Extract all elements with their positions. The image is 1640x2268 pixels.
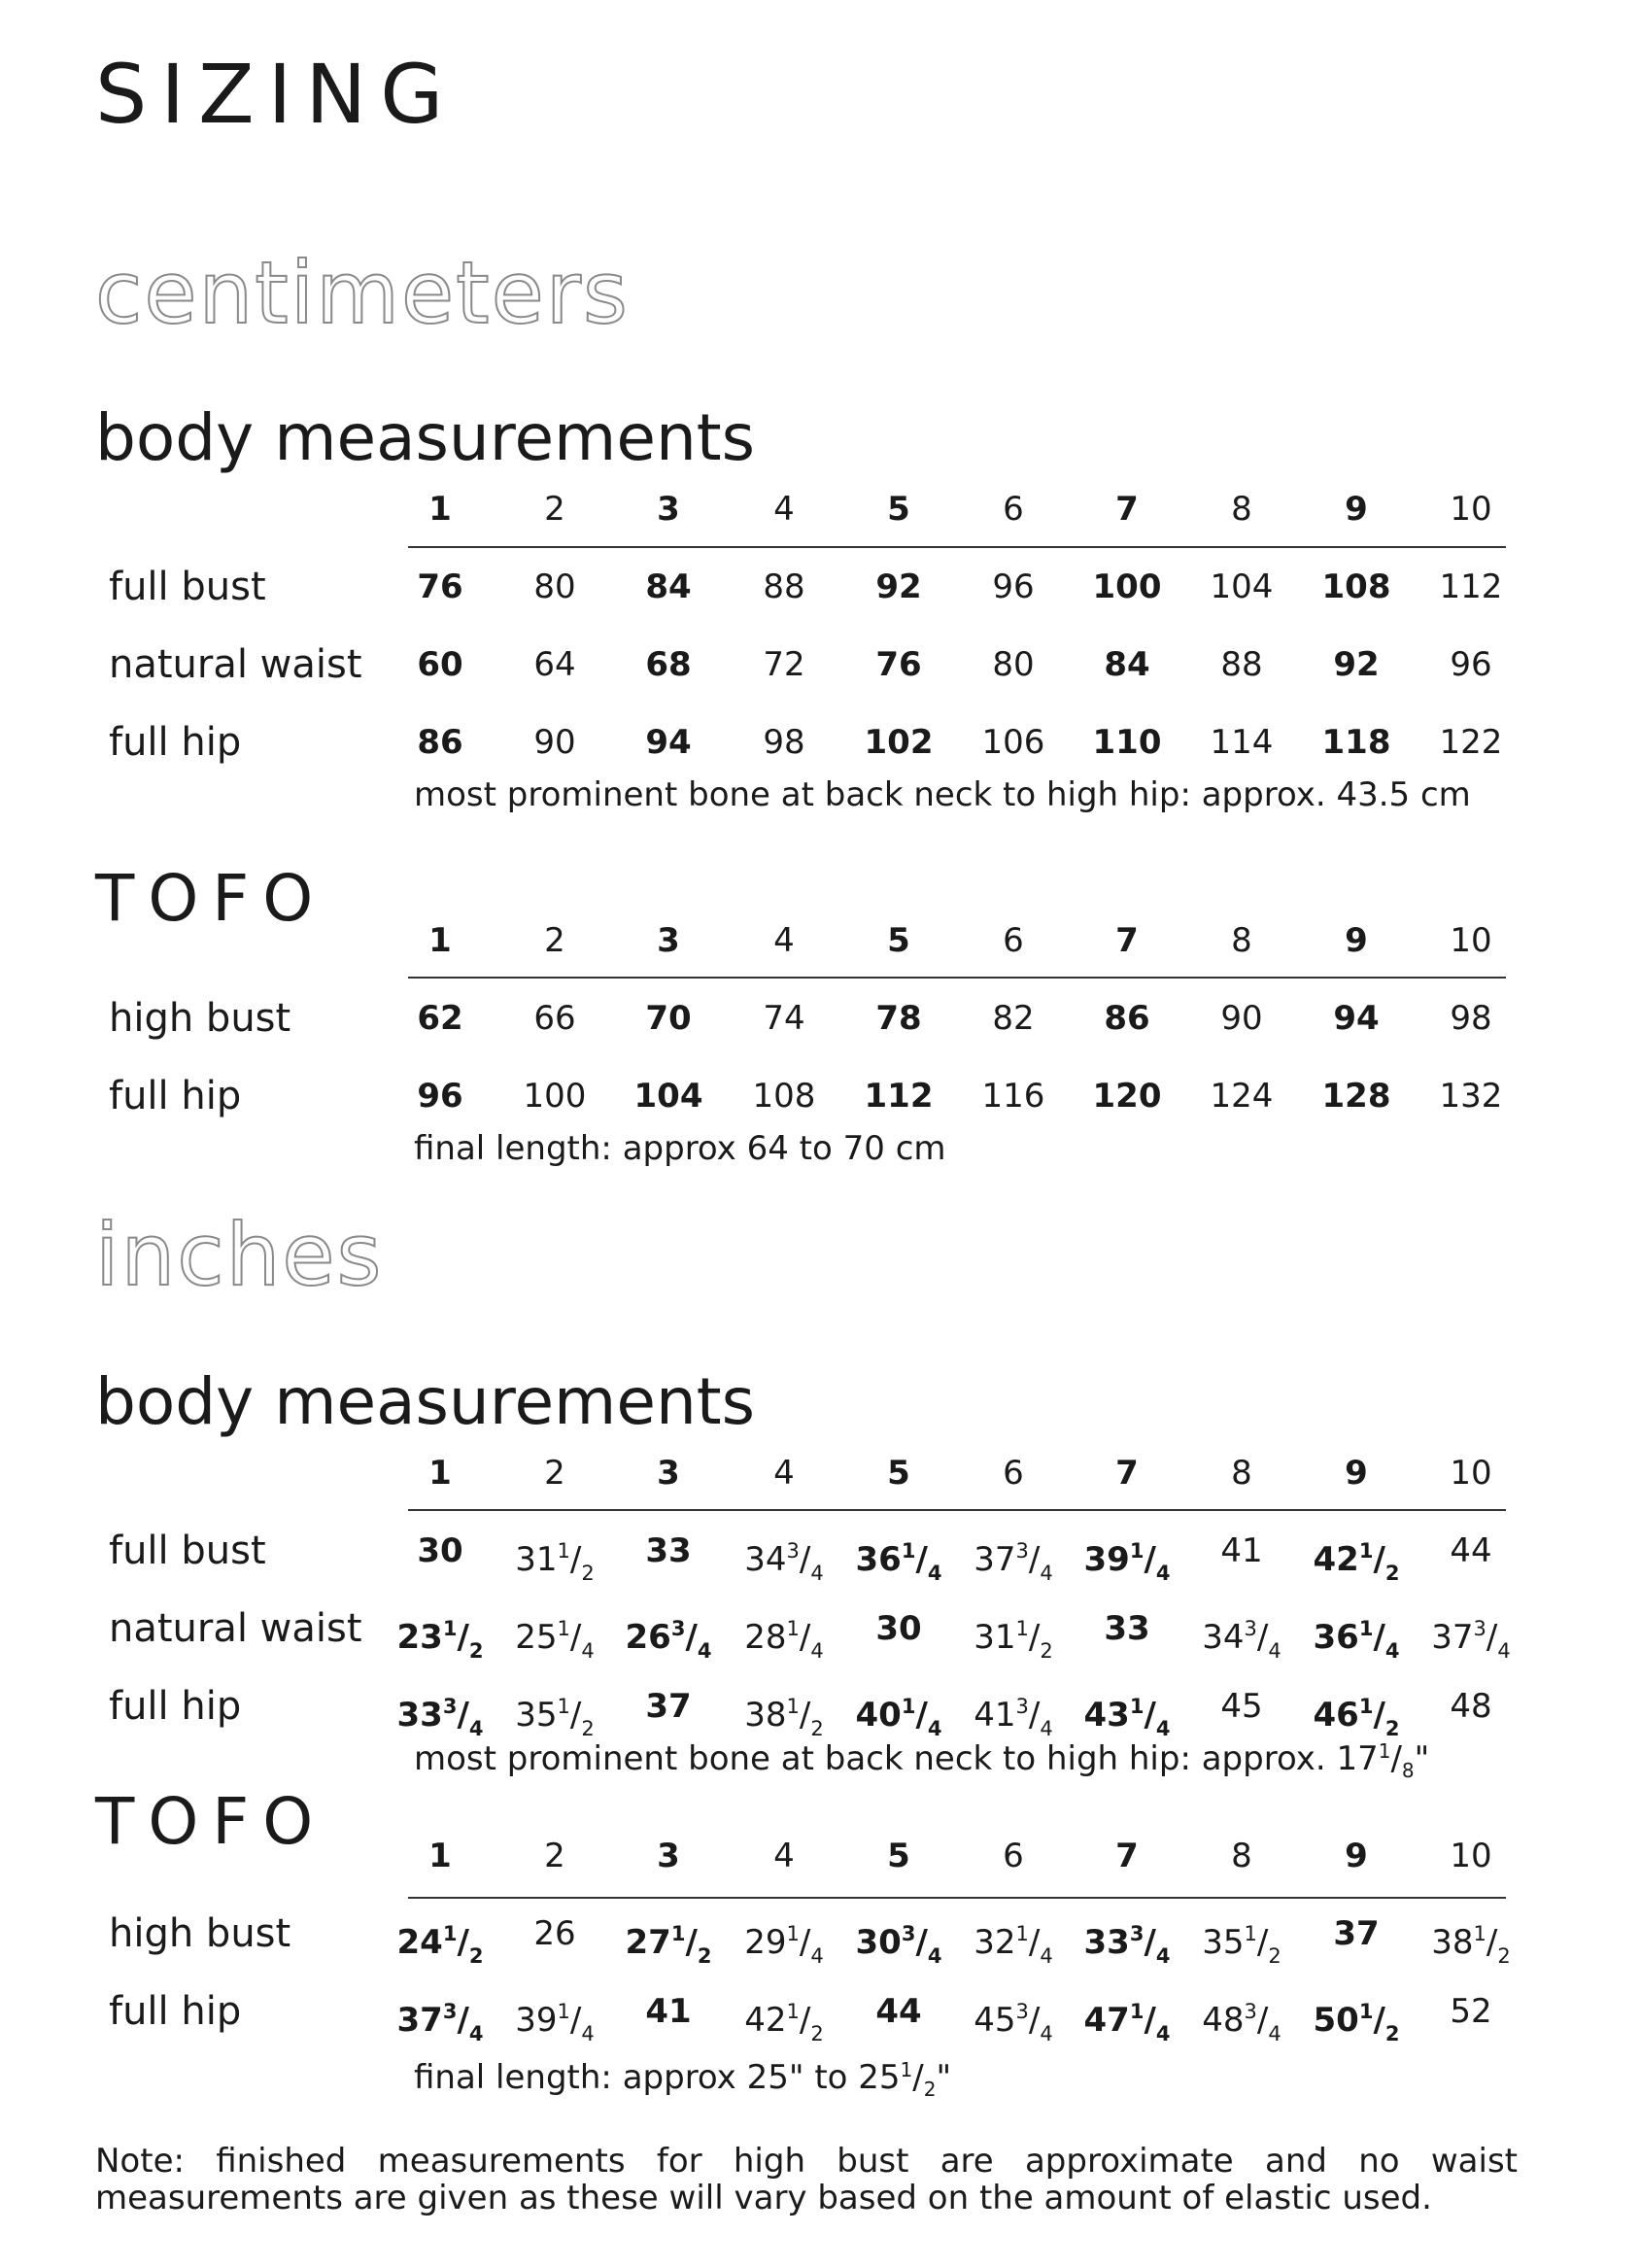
table-cell: 66 [533, 999, 576, 1038]
section-title-tofo-inch: TOFO [95, 1784, 327, 1859]
size-label: 5 [887, 921, 910, 960]
table-cell: $29^1/_4$ [744, 1922, 824, 1968]
table-cell: $40^1/_4$ [855, 1695, 942, 1740]
row-label: full hip [109, 1684, 242, 1729]
table-cell: $50^1/_2$ [1313, 2000, 1400, 2045]
table-row [0, 558, 1640, 616]
table-cell: 41 [645, 1992, 692, 2031]
table-cell: 74 [763, 999, 805, 1038]
table-cell: $35^1/_2$ [1202, 1922, 1281, 1968]
table-row [0, 1677, 1640, 1740]
table-cell: 76 [417, 567, 463, 606]
table-cell: 100 [1092, 567, 1162, 606]
table-cell: $38^1/_2$ [744, 1695, 824, 1740]
table-cell: $33^3/_4$ [1083, 1922, 1171, 1968]
table-cell: 118 [1321, 723, 1391, 762]
table-cell: 96 [417, 1077, 463, 1116]
size-label: 2 [544, 490, 565, 529]
size-label: 1 [428, 490, 452, 529]
table-row [0, 636, 1640, 694]
note-tofo-inch: final length: approx 25" to $25^1/_2$" [414, 2058, 952, 2101]
size-label: 4 [773, 1837, 795, 1875]
row-label: natural waist [109, 642, 362, 687]
size-label: 8 [1231, 490, 1252, 529]
table-cell: $38^1/_2$ [1431, 1922, 1511, 1968]
table-cell: $37^3/_4$ [1431, 1617, 1511, 1663]
table-cell: $36^1/_4$ [1313, 1617, 1400, 1663]
table-cell: $30^3/_4$ [855, 1922, 942, 1968]
table-cell: 132 [1439, 1077, 1503, 1116]
table-cell: 72 [763, 645, 805, 684]
table-cell: $32^1/_4$ [974, 1922, 1053, 1968]
table-cell: 90 [533, 723, 576, 762]
size-label: 6 [1003, 1454, 1024, 1493]
size-label: 9 [1345, 921, 1368, 960]
section-title-tofo-cm: TOFO [95, 861, 327, 936]
table-cell: 112 [864, 1077, 934, 1116]
size-label: 3 [657, 1454, 680, 1493]
table-cell: 124 [1210, 1077, 1274, 1116]
table-row [0, 1599, 1640, 1663]
size-label: 5 [887, 490, 910, 529]
table-cell: $34^3/_4$ [1202, 1617, 1281, 1663]
table-cell: 106 [981, 723, 1045, 762]
table-cell: 108 [752, 1077, 816, 1116]
size-label: 4 [773, 1454, 795, 1493]
table-cell: $48^3/_4$ [1202, 2000, 1281, 2045]
table-cell: 80 [992, 645, 1035, 684]
table-cell: 62 [417, 999, 463, 1038]
row-label: high bust [109, 996, 291, 1041]
table-cell: $26^3/_4$ [625, 1617, 712, 1663]
table-cell: 30 [875, 1609, 922, 1648]
table-cell: 98 [1450, 999, 1492, 1038]
table-cell: 92 [1333, 645, 1380, 684]
table-cell: 68 [645, 645, 692, 684]
table-cell: 48 [1450, 1687, 1492, 1726]
header-divider [408, 1897, 1506, 1899]
table-row [0, 1982, 1640, 2045]
header-divider [408, 546, 1506, 548]
table-cell: 84 [645, 567, 692, 606]
table-cell: 88 [1220, 645, 1263, 684]
size-label: 2 [544, 921, 565, 960]
size-label: 2 [544, 1454, 565, 1493]
size-label: 9 [1345, 490, 1368, 529]
table-cell: 52 [1450, 1992, 1492, 2031]
table-cell: 45 [1220, 1687, 1263, 1726]
table-cell: 41 [1220, 1531, 1263, 1570]
table-cell: $47^1/_4$ [1083, 2000, 1171, 2045]
table-cell: 80 [533, 567, 576, 606]
table-cell: 116 [981, 1077, 1045, 1116]
table-cell: 82 [992, 999, 1035, 1038]
table-cell: 98 [763, 723, 805, 762]
size-label: 6 [1003, 490, 1024, 529]
table-cell: 37 [645, 1687, 692, 1726]
header-divider [408, 1509, 1506, 1511]
table-cell: 120 [1092, 1077, 1162, 1116]
table-cell: 90 [1220, 999, 1263, 1038]
table-cell: $31^1/_2$ [515, 1539, 595, 1585]
inch-tofo-size-header [0, 1827, 1640, 1885]
size-label: 6 [1003, 921, 1024, 960]
table-cell: 104 [633, 1077, 703, 1116]
footer-note: Note: finished measurements for high bust are approximate and no waist [95, 2144, 1518, 2179]
table-cell: $43^1/_4$ [1083, 1695, 1171, 1740]
table-cell: 128 [1321, 1077, 1391, 1116]
note-body-inch: most prominent bone at back neck to high hip: approx. $17^1/_8$" [414, 1739, 1430, 1782]
table-cell: 96 [992, 567, 1035, 606]
section-title-body-inch: body measurements [95, 1364, 756, 1439]
table-cell: 94 [645, 723, 692, 762]
table-cell: $46^1/_2$ [1313, 1695, 1400, 1740]
table-cell: 70 [645, 999, 692, 1038]
size-label: 7 [1115, 1454, 1139, 1493]
table-cell: $31^1/_2$ [974, 1617, 1053, 1663]
size-label: 5 [887, 1837, 910, 1875]
table-cell: $37^3/_4$ [396, 2000, 484, 2045]
table-cell: 76 [875, 645, 922, 684]
table-row [0, 1522, 1640, 1585]
size-label: 9 [1345, 1837, 1368, 1875]
table-row [0, 989, 1640, 1048]
size-label: 10 [1450, 921, 1492, 960]
unit-title-inches: inches [95, 1205, 384, 1305]
table-cell: $35^1/_2$ [515, 1695, 595, 1740]
size-label: 4 [773, 921, 795, 960]
size-label: 8 [1231, 921, 1252, 960]
size-label: 7 [1115, 490, 1139, 529]
size-label: 7 [1115, 921, 1139, 960]
note-tofo-cm: final length: approx 64 to 70 cm [414, 1129, 946, 1168]
size-label: 10 [1450, 1837, 1492, 1875]
row-label: full bust [109, 1529, 266, 1573]
cm-body-size-header [0, 480, 1640, 538]
table-cell: 33 [645, 1531, 692, 1570]
table-cell: 86 [1104, 999, 1150, 1038]
inch-body-size-header [0, 1444, 1640, 1502]
table-cell: 110 [1092, 723, 1162, 762]
size-label: 3 [657, 1837, 680, 1875]
size-label: 8 [1231, 1837, 1252, 1875]
table-cell: 104 [1210, 567, 1274, 606]
table-cell: $42^1/_2$ [1313, 1539, 1400, 1585]
table-cell: $41^3/_4$ [974, 1695, 1053, 1740]
table-cell: 88 [763, 567, 805, 606]
size-label: 10 [1450, 490, 1492, 529]
table-cell: 108 [1321, 567, 1391, 606]
cm-tofo-size-header [0, 911, 1640, 970]
table-cell: $24^1/_2$ [396, 1922, 484, 1968]
table-cell: 92 [875, 567, 922, 606]
table-cell: $23^1/_2$ [396, 1617, 484, 1663]
table-cell: $36^1/_4$ [855, 1539, 942, 1585]
size-label: 10 [1450, 1454, 1492, 1493]
table-cell: 122 [1439, 723, 1503, 762]
table-row [0, 1067, 1640, 1125]
table-cell: 26 [533, 1914, 576, 1953]
table-cell: $39^1/_4$ [1083, 1539, 1171, 1585]
table-cell: 37 [1333, 1914, 1380, 1953]
section-title-body-cm: body measurements [95, 400, 756, 475]
table-cell: 84 [1104, 645, 1150, 684]
size-label: 3 [657, 490, 680, 529]
row-label: high bust [109, 1911, 291, 1956]
size-label: 1 [428, 1454, 452, 1493]
header-divider [408, 977, 1506, 979]
unit-title-centimeters: centimeters [95, 243, 630, 343]
table-cell: $25^1/_4$ [515, 1617, 595, 1663]
table-cell: 44 [1450, 1531, 1492, 1570]
table-cell: 64 [533, 645, 576, 684]
size-label: 2 [544, 1837, 565, 1875]
row-label: full hip [109, 1074, 242, 1118]
size-label: 5 [887, 1454, 910, 1493]
table-cell: 114 [1210, 723, 1274, 762]
table-cell: 86 [417, 723, 463, 762]
footer-note-line2: measurements are given as these will vary based on the amount of elastic used. [95, 2179, 1432, 2217]
table-cell: 78 [875, 999, 922, 1038]
table-cell: $27^1/_2$ [625, 1922, 712, 1968]
size-label: 1 [428, 1837, 452, 1875]
size-label: 1 [428, 921, 452, 960]
size-label: 7 [1115, 1837, 1139, 1875]
row-label: full hip [109, 1989, 242, 2034]
page-title: SIZING [95, 47, 458, 142]
table-cell: $28^1/_4$ [744, 1617, 824, 1663]
table-cell: 100 [523, 1077, 587, 1116]
row-label: natural waist [109, 1606, 362, 1651]
size-label: 6 [1003, 1837, 1024, 1875]
table-cell: 112 [1439, 567, 1503, 606]
table-cell: 44 [875, 1992, 922, 2031]
table-cell: 33 [1104, 1609, 1150, 1648]
table-row [0, 713, 1640, 772]
row-label: full hip [109, 720, 242, 765]
table-cell: $37^3/_4$ [974, 1539, 1053, 1585]
table-cell: 102 [864, 723, 934, 762]
table-cell: $34^3/_4$ [744, 1539, 824, 1585]
size-label: 9 [1345, 1454, 1368, 1493]
size-label: 8 [1231, 1454, 1252, 1493]
size-label: 4 [773, 490, 795, 529]
table-cell: $39^1/_4$ [515, 2000, 595, 2045]
note-body-cm: most prominent bone at back neck to high hip: approx. 43.5 cm [414, 775, 1471, 814]
table-cell: 60 [417, 645, 463, 684]
table-row [0, 1905, 1640, 1968]
table-cell: 96 [1450, 645, 1492, 684]
table-cell: 94 [1333, 999, 1380, 1038]
table-cell: $33^3/_4$ [396, 1695, 484, 1740]
table-cell: $45^3/_4$ [974, 2000, 1053, 2045]
table-cell: $42^1/_2$ [744, 2000, 824, 2045]
size-label: 3 [657, 921, 680, 960]
table-cell: 30 [417, 1531, 463, 1570]
row-label: full bust [109, 565, 266, 609]
